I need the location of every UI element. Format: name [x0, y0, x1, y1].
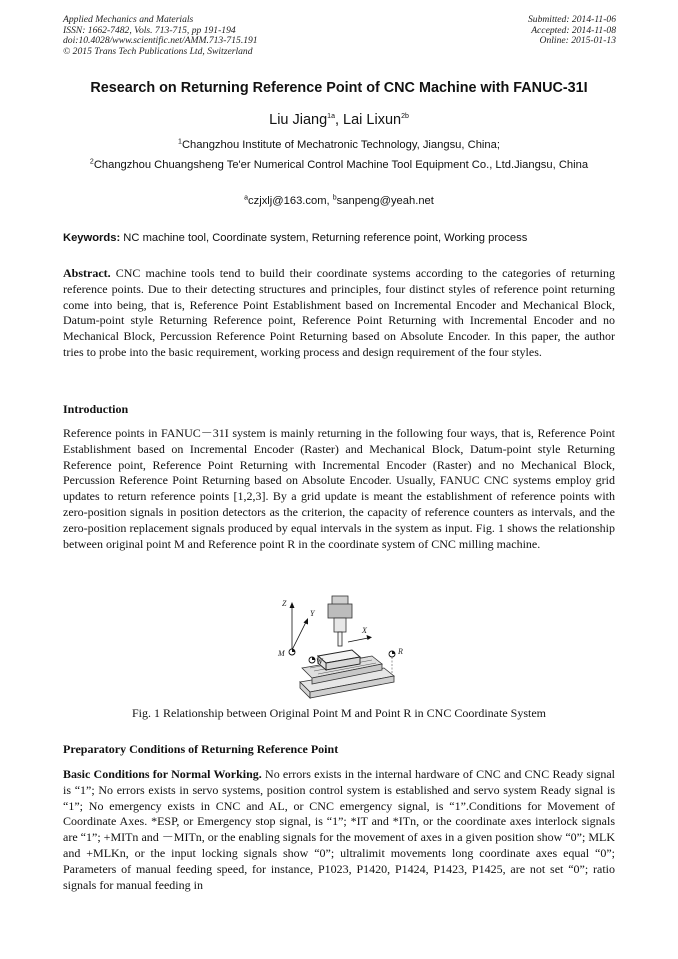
online-date: Online: 2015-01-13: [539, 35, 616, 47]
keywords-text: NC machine tool, Coordinate system, Returning reference point, Working process: [120, 232, 528, 244]
keywords-line: [63, 232, 615, 244]
section-heading-preparatory: Preparatory Conditions of Returning Reference Point: [63, 742, 339, 756]
point-label-r: R: [398, 647, 403, 656]
author-affil-marker: 2b: [401, 113, 409, 121]
figure-caption: Fig. 1 Relationship between Original Point M and Point R in CNC Coordinate System: [132, 706, 546, 720]
email-link[interactable]: sanpeng@yeah.net: [336, 195, 434, 207]
author-list: [0, 112, 678, 128]
journal-header: [63, 15, 258, 57]
point-label-w: W: [316, 657, 323, 666]
subsection-heading: Basic Conditions for Normal Working.: [63, 767, 262, 781]
axis-label-y: Y: [310, 609, 315, 618]
dates-header: [528, 15, 616, 47]
axis-label-z: Z: [282, 599, 287, 608]
author-name: Lai Lixun: [343, 112, 402, 128]
author-emails: [0, 195, 678, 207]
email-marker: a: [244, 194, 249, 202]
author-name: Liu Jiang: [269, 112, 328, 128]
basic-conditions-text: No errors exists in the internal hardware of CNC and CNC Ready signal is “1”; No errors exists in servo systems, position control system is established and servo system Ready signal is “1”; No emergency exists in CNC and AL, or CNC emergency signal, is “1”.Conditions for Movement of Coordinate Axes. *ESP, or Emergency stop signal, is “1”; *IT and *ITn, or the coordinate axes interlock signals are “1”; +MITn and －MITn, or the enabling signals for the movement of axes in a given position show “0”; MLK and +MLKn, or the input locking signals show “0”; ultralimit movements long coordinate axes equal “0”; Parameters of manual feeding speed, for instance, P1023, P1420, P1424, P1423, P1425, are not set “0”; ratio signals for manual feeding in: [63, 767, 615, 892]
affiliation-1: [66, 138, 612, 153]
submitted-date: Submitted: 2014-11-06: [527, 14, 616, 25]
abstract-paragraph: [63, 266, 615, 361]
abstract-text: CNC machine tools tend to build their coordinate systems according to the categories of returning reference points. Due to their detecting structures and principles, four distinct styles of reference point returning come into being, that is, Reference Point Establishment based on Incremental Encoder and Mechanical Block, Datum-point style Returning Reference point, Reference Point Returning with Incremental Encoder and no Mechanical Block, Percussion Reference Point Returning based on Absolute Encoder. In this paper, the author tries to probe into the basic requirement, working process and design requirement of the four styles.: [63, 266, 615, 359]
introduction-paragraph: Reference points in FANUC－31I system is mainly returning in the following four ways, that is, Reference Point Establishment based on Incremental Encoder (Raster) and Mechanical Block, Datum-point style Returning Reference point, Reference Point Returning with Incremental Encoder (Raster) and no Mechanical Block, Percussion Reference Point Returning based on Absolute Encoder. Usually, FANUC CNC systems employ grid updates to return reference points [1,2,3]. By a grid update is meant the establishment of reference points with zero-position signals in position detectors as the criterion, the capacity of reference counters as intervals, and the zero-position replacement signals produced by equal intervals in the system as input. Fig. 1 shows the relationship between original point M and Reference point R in the coordinate system of CNC milling machine.: [63, 426, 615, 551]
axis-label-x: X: [362, 626, 367, 635]
affil-marker: 1: [178, 138, 182, 146]
email-marker: b: [332, 194, 337, 202]
copyright-line: © 2015 Trans Tech Publications Ltd, Switzerland: [63, 45, 253, 57]
affiliation-2: [66, 158, 612, 173]
journal-name: Applied Mechanics and Materials: [63, 14, 194, 25]
point-label-m: M: [278, 649, 285, 658]
issn-line: ISSN: 1662-7482, Vols. 713-715, pp 191-194: [63, 24, 236, 36]
email-link[interactable]: czjxlj@163.com,: [248, 195, 333, 207]
abstract-label: Abstract.: [63, 266, 111, 280]
affil-text: Changzhou Chuangsheng Te'er Numerical Control Machine Tool Equipment Co., Ltd.Jiangsu, China: [93, 159, 589, 171]
basic-conditions-paragraph: [63, 767, 615, 893]
keywords-label: Keywords:: [63, 232, 121, 244]
affil-text: Changzhou Institute of Mechatronic Technology, Jiangsu, China;: [181, 139, 500, 151]
author-separator: ,: [334, 112, 344, 128]
author-affil-marker: 1a: [327, 113, 335, 121]
section-heading-introduction: Introduction: [63, 402, 129, 416]
affil-marker: 2: [89, 158, 94, 166]
paper-title: Research on Returning Reference Point of CNC Machine with FANUC-31I: [90, 80, 588, 96]
doi-line: doi:10.4028/www.scientific.net/AMM.713-715.191: [63, 35, 258, 47]
accepted-date: Accepted: 2014-11-08: [531, 24, 616, 36]
figure-1-milling-machine: [272, 594, 410, 700]
